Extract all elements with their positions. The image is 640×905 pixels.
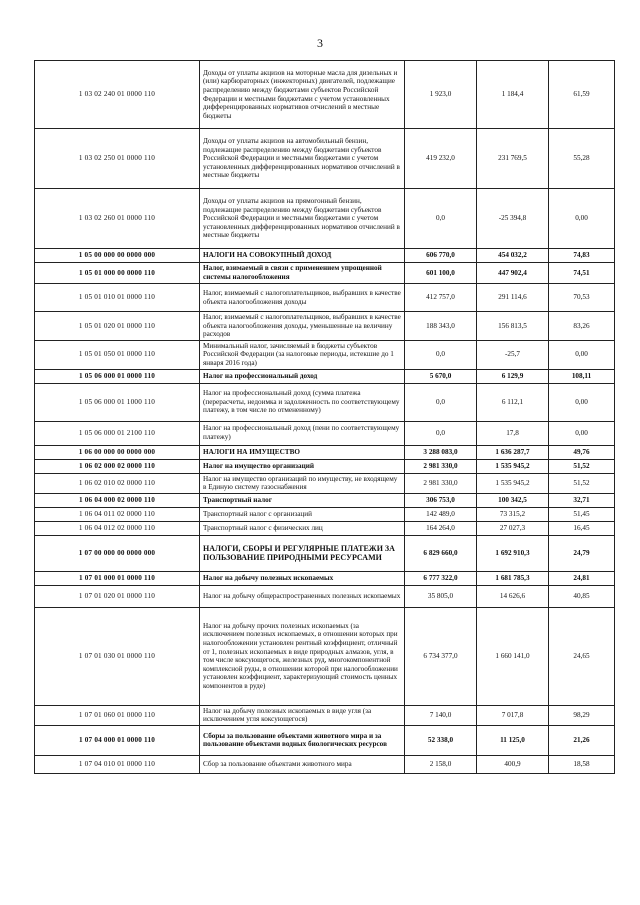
planned-amount-cell: 6 777 322,0: [405, 571, 477, 585]
planned-amount-cell: 412 757,0: [405, 284, 477, 312]
actual-amount-cell: 447 902,4: [477, 263, 549, 284]
planned-amount-cell: 6 829 660,0: [405, 535, 477, 571]
planned-amount-cell: 142 489,0: [405, 507, 477, 521]
planned-amount-cell: 164 264,0: [405, 521, 477, 535]
planned-amount-cell: 0,0: [405, 340, 477, 369]
budget-code-cell: 1 05 00 000 00 0000 000: [35, 249, 200, 263]
revenue-name-cell: Доходы от уплаты акцизов на автомобильный бензин, подлежащие распределению между бюджетами субъектов Российской Федерации и местными бюджетами с учетом установленных дифференцированных нормативов отчислений в местные бюджеты: [200, 129, 405, 189]
table-row: [35, 369, 615, 383]
budget-code-cell: 1 05 01 020 01 0000 110: [35, 312, 200, 341]
revenue-name-cell: Налог на добычу полезных ископаемых: [200, 571, 405, 585]
budget-code-cell: 1 07 00 000 00 0000 000: [35, 535, 200, 571]
planned-amount-cell: 0,0: [405, 383, 477, 421]
table-row: [35, 340, 615, 369]
actual-amount-cell: 1 692 910,3: [477, 535, 549, 571]
table-row: [35, 507, 615, 521]
actual-amount-cell: 156 813,5: [477, 312, 549, 341]
execution-percent-cell: 40,85: [549, 585, 615, 607]
planned-amount-cell: 606 770,0: [405, 249, 477, 263]
planned-amount-cell: 5 670,0: [405, 369, 477, 383]
planned-amount-cell: 1 923,0: [405, 61, 477, 129]
revenue-name-cell: Сборы за пользование объектами животного мира и за пользование объектами водных биологических ресурсов: [200, 725, 405, 755]
execution-percent-cell: 98,29: [549, 705, 615, 725]
planned-amount-cell: 2 981 330,0: [405, 473, 477, 493]
execution-percent-cell: 0,00: [549, 421, 615, 445]
execution-percent-cell: 0,00: [549, 340, 615, 369]
planned-amount-cell: 6 734 377,0: [405, 607, 477, 705]
planned-amount-cell: 0,0: [405, 189, 477, 249]
execution-percent-cell: 70,53: [549, 284, 615, 312]
budget-code-cell: 1 03 02 250 01 0000 110: [35, 129, 200, 189]
planned-amount-cell: 306 753,0: [405, 493, 477, 507]
table-row: [35, 263, 615, 284]
execution-percent-cell: 18,58: [549, 755, 615, 773]
execution-percent-cell: 74,51: [549, 263, 615, 284]
budget-code-cell: 1 07 04 010 01 0000 110: [35, 755, 200, 773]
actual-amount-cell: 73 315,2: [477, 507, 549, 521]
revenue-name-cell: НАЛОГИ, СБОРЫ И РЕГУЛЯРНЫЕ ПЛАТЕЖИ ЗА ПОЛЬЗОВАНИЕ ПРИРОДНЫМИ РЕСУРСАМИ: [200, 535, 405, 571]
actual-amount-cell: 14 626,6: [477, 585, 549, 607]
planned-amount-cell: 419 232,0: [405, 129, 477, 189]
execution-percent-cell: 55,28: [549, 129, 615, 189]
budget-code-cell: 1 07 01 000 01 0000 110: [35, 571, 200, 585]
budget-code-cell: 1 06 00 000 00 0000 000: [35, 445, 200, 459]
actual-amount-cell: 291 114,6: [477, 284, 549, 312]
table-row: [35, 473, 615, 493]
execution-percent-cell: 0,00: [549, 383, 615, 421]
table-row: [35, 493, 615, 507]
table-row: [35, 585, 615, 607]
budget-code-cell: 1 05 06 000 01 0000 110: [35, 369, 200, 383]
table-row: [35, 383, 615, 421]
revenue-name-cell: Налог, взимаемый в связи с применением упрощенной системы налогообложения: [200, 263, 405, 284]
actual-amount-cell: 6 112,1: [477, 383, 549, 421]
execution-percent-cell: 74,83: [549, 249, 615, 263]
revenue-table: [34, 60, 615, 774]
revenue-name-cell: Доходы от уплаты акцизов на моторные масла для дизельных и (или) карбюраторных (инжекторных) двигателей, подлежащие распределению между бюджетами субъектов Российской Федерации и местными бюджетами с учетом установленных дифференцированных нормативов отчислений в местные бюджеты: [200, 61, 405, 129]
budget-code-cell: 1 05 01 000 00 0000 110: [35, 263, 200, 284]
page-number: 3: [317, 36, 323, 50]
budget-code-cell: 1 03 02 240 01 0000 110: [35, 61, 200, 129]
execution-percent-cell: 24,79: [549, 535, 615, 571]
actual-amount-cell: 1 681 785,3: [477, 571, 549, 585]
revenue-table-body: [35, 61, 615, 774]
planned-amount-cell: 3 288 083,0: [405, 445, 477, 459]
actual-amount-cell: -25,7: [477, 340, 549, 369]
actual-amount-cell: 6 129,9: [477, 369, 549, 383]
execution-percent-cell: 61,59: [549, 61, 615, 129]
execution-percent-cell: 51,52: [549, 473, 615, 493]
revenue-name-cell: НАЛОГИ НА ИМУЩЕСТВО: [200, 445, 405, 459]
budget-code-cell: 1 05 06 000 01 1000 110: [35, 383, 200, 421]
budget-code-cell: 1 07 01 020 01 0000 110: [35, 585, 200, 607]
actual-amount-cell: 11 125,0: [477, 725, 549, 755]
revenue-name-cell: НАЛОГИ НА СОВОКУПНЫЙ ДОХОД: [200, 249, 405, 263]
budget-code-cell: 1 03 02 260 01 0000 110: [35, 189, 200, 249]
revenue-name-cell: Налог на имущество организаций по имуществу, не входящему в Единую систему газоснабжения: [200, 473, 405, 493]
table-row: [35, 521, 615, 535]
table-row: [35, 459, 615, 473]
budget-code-cell: 1 06 04 012 02 0000 110: [35, 521, 200, 535]
actual-amount-cell: 1 636 287,7: [477, 445, 549, 459]
actual-amount-cell: 17,8: [477, 421, 549, 445]
execution-percent-cell: 49,76: [549, 445, 615, 459]
actual-amount-cell: 7 017,8: [477, 705, 549, 725]
table-row: [35, 755, 615, 773]
actual-amount-cell: 27 027,3: [477, 521, 549, 535]
planned-amount-cell: 188 343,0: [405, 312, 477, 341]
table-row: [35, 61, 615, 129]
table-row: [35, 725, 615, 755]
table-row: [35, 535, 615, 571]
revenue-name-cell: Налог на профессиональный доход (пени по соответствующему платежу): [200, 421, 405, 445]
budget-code-cell: 1 06 04 000 02 0000 110: [35, 493, 200, 507]
actual-amount-cell: 454 032,2: [477, 249, 549, 263]
revenue-name-cell: Налог, взимаемый с налогоплательщиков, выбравших в качестве объекта налогообложения доходы, уменьшенные на величину расходов: [200, 312, 405, 341]
revenue-name-cell: Налог на добычу полезных ископаемых в виде угля (за исключением угля коксующегося): [200, 705, 405, 725]
execution-percent-cell: 51,45: [549, 507, 615, 521]
planned-amount-cell: 2 158,0: [405, 755, 477, 773]
table-row: [35, 284, 615, 312]
table-row: [35, 129, 615, 189]
actual-amount-cell: 1 535 945,2: [477, 473, 549, 493]
planned-amount-cell: 35 805,0: [405, 585, 477, 607]
budget-code-cell: 1 07 01 060 01 0000 110: [35, 705, 200, 725]
revenue-name-cell: Налог на профессиональный доход: [200, 369, 405, 383]
execution-percent-cell: 0,00: [549, 189, 615, 249]
budget-code-cell: 1 07 01 030 01 0000 110: [35, 607, 200, 705]
execution-percent-cell: 21,26: [549, 725, 615, 755]
budget-code-cell: 1 06 02 010 02 0000 110: [35, 473, 200, 493]
budget-code-cell: 1 07 04 000 01 0000 110: [35, 725, 200, 755]
table-row: [35, 421, 615, 445]
execution-percent-cell: 83,26: [549, 312, 615, 341]
revenue-name-cell: Налог, взимаемый с налогоплательщиков, выбравших в качестве объекта налогообложения доходы: [200, 284, 405, 312]
actual-amount-cell: 1 535 945,2: [477, 459, 549, 473]
actual-amount-cell: 400,9: [477, 755, 549, 773]
table-row: [35, 312, 615, 341]
actual-amount-cell: 100 342,5: [477, 493, 549, 507]
budget-code-cell: 1 05 01 010 01 0000 110: [35, 284, 200, 312]
planned-amount-cell: 601 100,0: [405, 263, 477, 284]
revenue-name-cell: Минимальный налог, зачисляемый в бюджеты субъектов Российской Федерации (за налоговые периоды, истекшие до 1 января 2016 года): [200, 340, 405, 369]
revenue-name-cell: Сбор за пользование объектами животного мира: [200, 755, 405, 773]
actual-amount-cell: -25 394,8: [477, 189, 549, 249]
planned-amount-cell: 52 338,0: [405, 725, 477, 755]
planned-amount-cell: 2 981 330,0: [405, 459, 477, 473]
table-row: [35, 445, 615, 459]
revenue-name-cell: Транспортный налог с организаций: [200, 507, 405, 521]
budget-code-cell: 1 06 02 000 02 0000 110: [35, 459, 200, 473]
table-row: [35, 571, 615, 585]
revenue-name-cell: Налог на профессиональный доход (сумма платежа (перерасчеты, недоимка и задолженность по соответствующему платежу, в том числе по отмененному): [200, 383, 405, 421]
planned-amount-cell: 7 140,0: [405, 705, 477, 725]
revenue-name-cell: Транспортный налог с физических лиц: [200, 521, 405, 535]
execution-percent-cell: 51,52: [549, 459, 615, 473]
table-row: [35, 249, 615, 263]
actual-amount-cell: 231 769,5: [477, 129, 549, 189]
execution-percent-cell: 32,71: [549, 493, 615, 507]
table-row: [35, 189, 615, 249]
execution-percent-cell: 24,65: [549, 607, 615, 705]
execution-percent-cell: 24,81: [549, 571, 615, 585]
table-row: [35, 705, 615, 725]
execution-percent-cell: 108,11: [549, 369, 615, 383]
planned-amount-cell: 0,0: [405, 421, 477, 445]
revenue-name-cell: Доходы от уплаты акцизов на прямогонный бензин, подлежащие распределению между бюджетами субъектов Российской Федерации и местными бюджетами с учетом установленных дифференцированных нормативов отчислений в местные бюджеты: [200, 189, 405, 249]
table-row: [35, 607, 615, 705]
execution-percent-cell: 16,45: [549, 521, 615, 535]
budget-code-cell: 1 05 01 050 01 0000 110: [35, 340, 200, 369]
revenue-name-cell: Налог на имущество организаций: [200, 459, 405, 473]
actual-amount-cell: 1 184,4: [477, 61, 549, 129]
budget-code-cell: 1 06 04 011 02 0000 110: [35, 507, 200, 521]
revenue-name-cell: Налог на добычу прочих полезных ископаемых (за исключением полезных ископаемых, в отношении которых при налогообложении установлен рентный коэффициент, отличный от 1, полезных ископаемых в виде природных алмазов, угля, в том числе коксующегося, железных руд, многокомпонентной комплексной руды, в отношении которой при налогообложении установлен коэффициент, характеризующий стоимость ценных компонентов в руде): [200, 607, 405, 705]
revenue-name-cell: Транспортный налог: [200, 493, 405, 507]
budget-code-cell: 1 05 06 000 01 2100 110: [35, 421, 200, 445]
revenue-name-cell: Налог на добычу общераспространенных полезных ископаемых: [200, 585, 405, 607]
actual-amount-cell: 1 660 141,0: [477, 607, 549, 705]
